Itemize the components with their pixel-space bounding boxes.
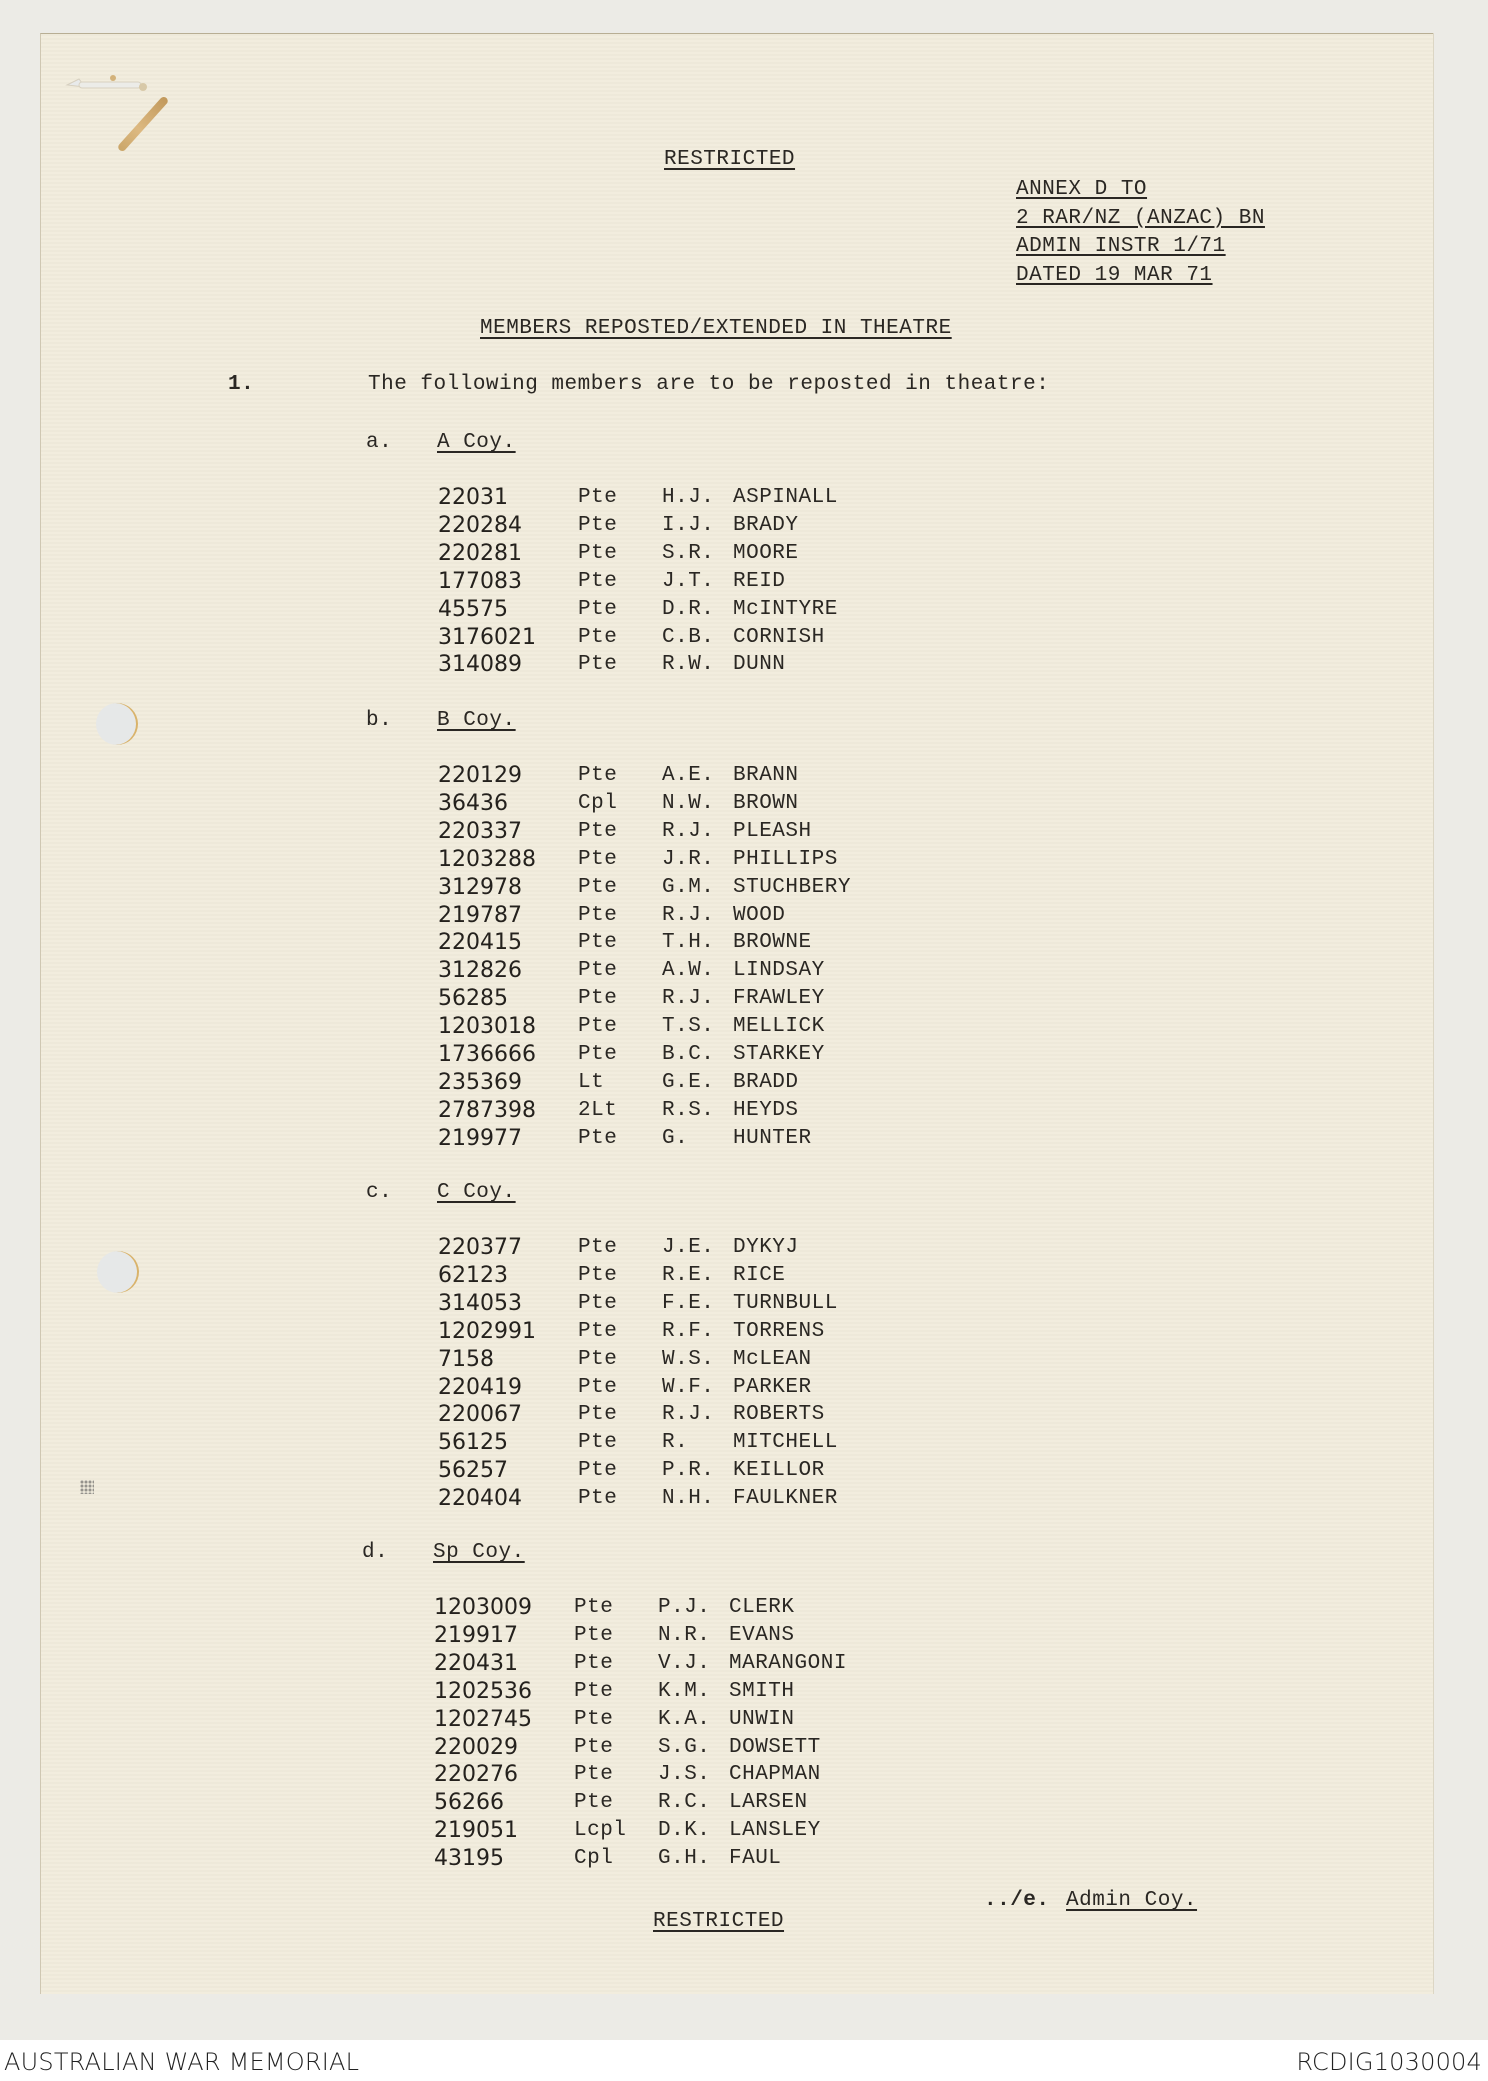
member-initials: V.J.	[658, 1651, 711, 1675]
annex-line: ADMIN INSTR 1/71	[1016, 235, 1226, 258]
member-initials: R.C.	[658, 1791, 711, 1815]
member-rank: Pte	[578, 1487, 618, 1511]
member-rank: Pte	[578, 486, 618, 509]
member-number: 3176021	[438, 624, 536, 650]
member-rank: Pte	[574, 1763, 614, 1787]
section-heading: C Coy.	[437, 1181, 516, 1204]
paragraph-number: 1.	[228, 373, 255, 396]
member-number: 56125	[438, 1430, 508, 1456]
member-surname: LINDSAY	[733, 959, 825, 983]
member-initials: K.M.	[658, 1679, 711, 1703]
member-number: 220431	[434, 1650, 518, 1676]
member-number: 312826	[438, 958, 522, 984]
member-surname: STUCHBERY	[733, 875, 851, 899]
member-surname: CHAPMAN	[729, 1763, 821, 1787]
member-surname: EVANS	[729, 1623, 795, 1647]
annex-reference	[1016, 176, 1265, 290]
member-rank: Pte	[578, 847, 618, 871]
member-surname: RICE	[733, 1263, 786, 1287]
member-initials: R.J.	[662, 819, 715, 843]
member-initials: R.S.	[662, 1098, 715, 1122]
member-number: 220419	[438, 1374, 522, 1400]
member-rank: Pte	[578, 1431, 618, 1455]
member-initials: N.H.	[662, 1487, 715, 1511]
member-initials: N.W.	[662, 791, 715, 815]
member-initials: R.J.	[662, 987, 715, 1011]
member-surname: MITCHELL	[733, 1431, 838, 1455]
member-surname: McLEAN	[733, 1347, 812, 1371]
member-initials: H.J.	[662, 486, 715, 509]
member-rank: Pte	[578, 764, 618, 787]
member-initials: F.E.	[662, 1291, 715, 1315]
member-surname: KEILLOR	[733, 1459, 825, 1483]
section-letter: d.	[362, 1541, 389, 1564]
member-surname: MARANGONI	[729, 1651, 847, 1675]
section-letter: c.	[366, 1181, 393, 1204]
member-rank: Pte	[578, 653, 618, 677]
member-initials: R.J.	[662, 903, 715, 927]
member-number: 22031	[438, 485, 508, 510]
member-rank: Pte	[578, 819, 618, 843]
member-initials: S.R.	[662, 541, 715, 565]
member-surname: CLERK	[729, 1596, 795, 1619]
section-heading: A Coy.	[437, 431, 516, 454]
member-number: 177083	[438, 568, 522, 594]
section-heading: Sp Coy.	[433, 1541, 525, 1564]
member-surname: LARSEN	[729, 1791, 808, 1815]
member-rank: Pte	[578, 569, 618, 593]
member-rank: Pte	[578, 959, 618, 983]
member-number: 56285	[438, 986, 508, 1012]
member-number: 220404	[438, 1486, 522, 1512]
member-rank: Pte	[578, 1263, 618, 1287]
document-title: MEMBERS REPOSTED/EXTENDED IN THEATRE	[480, 317, 952, 340]
member-rank: Pte	[578, 1236, 618, 1259]
member-rank: Pte	[578, 931, 618, 955]
footer-item-id: RCDIG1030004	[1296, 2048, 1482, 2076]
member-number: 36436	[438, 790, 508, 816]
member-rank: Lcpl	[574, 1819, 627, 1843]
member-number: 1202536	[434, 1678, 532, 1704]
member-number: 1202991	[438, 1318, 536, 1344]
member-number: 1203009	[434, 1595, 532, 1620]
member-rank: Pte	[574, 1623, 614, 1647]
member-number: 1203288	[438, 846, 536, 872]
member-rank: Pte	[578, 1319, 618, 1343]
continuation-next-section: Admin Coy.	[1066, 1889, 1198, 1912]
member-number: 219977	[438, 1125, 522, 1151]
member-surname: REID	[733, 569, 786, 593]
member-initials: D.R.	[662, 597, 715, 621]
member-number: 43195	[434, 1846, 504, 1872]
member-initials: B.C.	[662, 1043, 715, 1066]
member-initials: N.R.	[658, 1623, 711, 1647]
member-surname: MOORE	[733, 541, 799, 565]
member-surname: BRADY	[733, 513, 799, 537]
member-surname: PHILLIPS	[733, 847, 838, 871]
member-number: 220281	[438, 540, 522, 566]
member-initials: P.R.	[662, 1459, 715, 1483]
paragraph-text: The following members are to be reposted in theatre:	[368, 373, 1050, 396]
annex-line: ANNEX D TO	[1016, 178, 1148, 201]
member-initials: G.	[662, 1126, 689, 1150]
member-rank: Pte	[578, 597, 618, 621]
member-rank: Pte	[574, 1679, 614, 1703]
member-surname: TURNBULL	[733, 1291, 838, 1315]
member-rank: Pte	[574, 1596, 614, 1619]
member-number: 314053	[438, 1290, 522, 1316]
section-letter: a.	[366, 431, 393, 454]
member-number: 62123	[438, 1262, 508, 1288]
member-rank: Cpl	[578, 791, 618, 815]
member-surname: BRADD	[733, 1070, 799, 1094]
member-surname: FAUL	[729, 1847, 782, 1871]
member-number: 7158	[438, 1346, 494, 1372]
member-rank: Pte	[578, 1015, 618, 1039]
member-surname: DOWSETT	[729, 1735, 821, 1759]
member-number: 219787	[438, 902, 522, 928]
member-initials: I.J.	[662, 513, 715, 537]
member-initials: K.A.	[658, 1707, 711, 1731]
member-surname: PARKER	[733, 1375, 812, 1399]
member-number: 1203018	[438, 1014, 536, 1040]
member-rank: Pte	[578, 1126, 618, 1150]
member-surname: TORRENS	[733, 1319, 825, 1343]
member-rank: Pte	[578, 875, 618, 899]
member-rank: Pte	[574, 1735, 614, 1759]
member-surname: FAULKNER	[733, 1487, 838, 1511]
staple-mark-icon	[65, 75, 153, 95]
member-initials: A.W.	[662, 959, 715, 983]
member-rank: Pte	[578, 1403, 618, 1427]
member-surname: HEYDS	[733, 1098, 799, 1122]
member-initials: R.	[662, 1431, 689, 1455]
member-initials: A.E.	[662, 764, 715, 787]
member-surname: ASPINALL	[733, 486, 838, 509]
member-initials: D.K.	[658, 1819, 711, 1843]
member-initials: G.E.	[662, 1070, 715, 1094]
member-number: 220284	[438, 512, 522, 538]
member-rank: Pte	[578, 1291, 618, 1315]
member-surname: CORNISH	[733, 625, 825, 649]
member-rank: Pte	[574, 1791, 614, 1815]
member-number: 220129	[438, 763, 522, 788]
member-rank: 2Lt	[578, 1098, 618, 1122]
punch-hole-upper	[96, 703, 138, 745]
member-rank: Cpl	[574, 1847, 614, 1871]
footer-institution: AUSTRALIAN WAR MEMORIAL	[4, 2048, 360, 2076]
annex-line: DATED 19 MAR 71	[1016, 263, 1213, 287]
member-number: 45575	[438, 596, 508, 622]
member-number: 312978	[438, 874, 522, 900]
member-initials: W.F.	[662, 1375, 715, 1399]
member-number: 220029	[434, 1734, 518, 1760]
member-number: 220415	[438, 930, 522, 956]
member-number: 56266	[434, 1790, 504, 1816]
annex-line: 2 RAR/NZ (ANZAC) BN	[1016, 206, 1265, 230]
member-number: 56257	[438, 1458, 508, 1484]
member-rank: Lt	[578, 1070, 605, 1094]
member-surname: STARKEY	[733, 1043, 825, 1066]
member-initials: J.E.	[662, 1236, 715, 1259]
member-surname: BROWNE	[733, 931, 812, 955]
member-surname: SMITH	[729, 1679, 795, 1703]
member-rank: Pte	[578, 1459, 618, 1483]
member-surname: FRAWLEY	[733, 987, 825, 1011]
member-rank: Pte	[574, 1707, 614, 1731]
member-initials: R.J.	[662, 1403, 715, 1427]
member-number: 235369	[438, 1069, 522, 1095]
member-rank: Pte	[578, 1375, 618, 1399]
member-number: 220377	[438, 1235, 522, 1260]
member-initials: P.J.	[658, 1596, 711, 1619]
member-rank: Pte	[578, 513, 618, 537]
member-number: 220276	[434, 1762, 518, 1788]
member-initials: J.T.	[662, 569, 715, 593]
member-surname: LANSLEY	[729, 1819, 821, 1843]
member-initials: R.E.	[662, 1263, 715, 1287]
member-initials: W.S.	[662, 1347, 715, 1371]
member-surname: DUNN	[733, 653, 786, 677]
member-initials: R.F.	[662, 1319, 715, 1343]
section-heading: B Coy.	[437, 709, 516, 732]
member-initials: R.W.	[662, 653, 715, 677]
member-surname: BRANN	[733, 764, 799, 787]
section-letter: b.	[366, 709, 393, 732]
member-number: 220337	[438, 818, 522, 844]
member-rank: Pte	[578, 1043, 618, 1066]
member-surname: DYKYJ	[733, 1236, 799, 1259]
member-initials: G.M.	[662, 875, 715, 899]
continuation-prefix: ../e.	[984, 1889, 1050, 1912]
member-rank: Pte	[574, 1651, 614, 1675]
member-number: 219051	[434, 1818, 518, 1844]
member-rank: Pte	[578, 1347, 618, 1371]
member-initials: C.B.	[662, 625, 715, 649]
member-initials: J.R.	[662, 847, 715, 871]
member-initials: S.G.	[658, 1735, 711, 1759]
member-initials: T.H.	[662, 931, 715, 955]
member-surname: HUNTER	[733, 1126, 812, 1150]
member-number: 219917	[434, 1622, 518, 1648]
member-surname: ROBERTS	[733, 1403, 825, 1427]
member-number: 314089	[438, 652, 522, 678]
member-initials: G.H.	[658, 1847, 711, 1871]
member-rank: Pte	[578, 625, 618, 649]
member-rank: Pte	[578, 903, 618, 927]
classification-top: RESTRICTED	[664, 148, 796, 171]
member-surname: BROWN	[733, 791, 799, 815]
member-surname: UNWIN	[729, 1707, 795, 1731]
member-initials: T.S.	[662, 1015, 715, 1039]
member-rank: Pte	[578, 541, 618, 565]
member-surname: McINTYRE	[733, 597, 838, 621]
member-number: 220067	[438, 1402, 522, 1428]
member-number: 1202745	[434, 1706, 532, 1732]
member-surname: WOOD	[733, 903, 786, 927]
ink-speck	[80, 1480, 94, 1494]
member-number: 2787398	[438, 1097, 536, 1123]
member-rank: Pte	[578, 987, 618, 1011]
member-initials: J.S.	[658, 1763, 711, 1787]
member-surname: MELLICK	[733, 1015, 825, 1039]
member-surname: PLEASH	[733, 819, 812, 843]
classification-bottom: RESTRICTED	[653, 1910, 785, 1933]
punch-hole-lower	[97, 1251, 139, 1293]
member-number: 1736666	[438, 1042, 536, 1067]
